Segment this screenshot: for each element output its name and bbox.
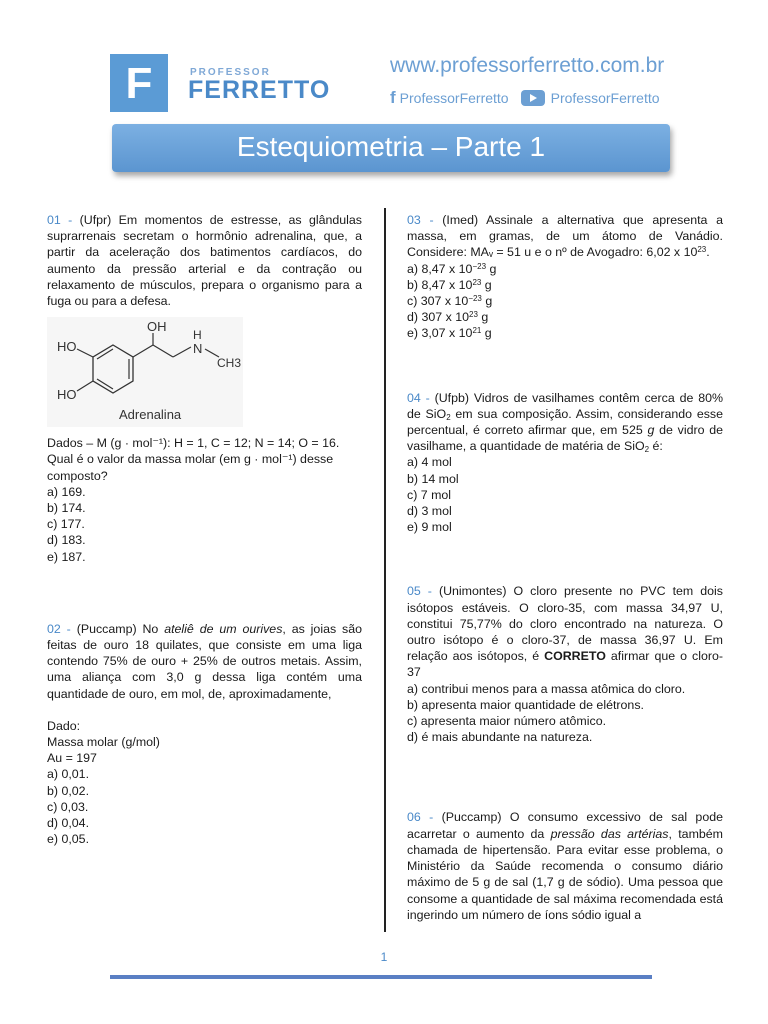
- q03-option-b: b) 8,47 x $10^{23}$ g: [407, 277, 492, 292]
- q03-option-c: c) 307 x $10^{-23}$ g: [407, 294, 493, 309]
- q05-option-c: c) apresenta maior número atômico.: [407, 714, 607, 729]
- question-04-number: 04 -: [407, 390, 430, 405]
- facebook-icon: f: [390, 88, 396, 107]
- q02-option-e: e) 0,05.: [47, 832, 90, 847]
- question-05-text-1: (Unimontes) O cloro presente no PVC tem dois isótopos estáveis. O cloro-35, com massa 34,97 U, constitui 75,77% do cloro encontrado na natureza. O outro isótopo é o cloro-37, de massa 36,97 U. Em relação aos isótopos, é: [407, 584, 723, 664]
- q02-option-d: d) 0,04.: [47, 816, 90, 831]
- question-04-text-2: em sua composição. Assim, considerando esse percentual, é correto afirmar que, em 525: [407, 406, 723, 438]
- question-04-text-1: (Ufpb) Vidros de vasilhames contêm cerca de 80% de SiO: [407, 390, 723, 421]
- question-03-exp: 23: [697, 245, 707, 255]
- fig-oh: OH: [147, 319, 167, 335]
- question-03: [407, 212, 723, 261]
- youtube-handle[interactable]: ProfessorFerretto: [550, 90, 660, 106]
- fig-ho-top: HO: [57, 339, 77, 355]
- question-02-text-b: , as joias são feitas de ouro 18 quilates, que consiste em uma liga contendo 75% de ouro + 25% de outros metais. Assim, uma aliança com 3,0 g dessa liga contém uma quantidade de ouro, em mol, de, aproximadamente,: [47, 621, 363, 701]
- q02-option-c: c) 0,03.: [47, 799, 89, 814]
- q04-option-a: a) 4 mol: [407, 455, 452, 470]
- question-06-number: 06 -: [407, 810, 434, 825]
- fig-label: Adrenalina: [119, 407, 182, 423]
- question-03-end: .: [706, 245, 710, 260]
- question-04-text-3: de vidro de vasilhame, a quantidade de matéria de SiO: [407, 423, 723, 454]
- question-01-number: 01 -: [47, 213, 73, 227]
- q01-option-e: e) 187.: [47, 549, 86, 564]
- question-05: [407, 583, 723, 680]
- question-02-text-a: (Puccamp) No: [76, 621, 159, 636]
- question-06-text-2: , também chamada de hipertensão. Para evitar esse problema, o Ministério da Saúde recomenda o consumo diário máximo de 5 g de sal (1,7 g de sódio). Uma pessoa que consome a quantidade de sal máxima recomendada está ingerindo um número de íons sódio igual a: [407, 826, 723, 922]
- q04-option-d: d) 3 mol: [407, 504, 452, 519]
- question-04-sub-2: 2: [644, 445, 650, 455]
- site-url[interactable]: www.professorferretto.com.br: [390, 54, 665, 77]
- fig-ch3: CH3: [217, 356, 242, 371]
- fig-ho-bottom: HO: [57, 387, 77, 403]
- page-title: Estequiometria – Parte 1: [112, 124, 670, 172]
- question-02-text-em: ateliê de um ourives: [164, 621, 283, 636]
- question-05-number: 05 -: [407, 584, 432, 599]
- fig-h: H: [193, 328, 202, 343]
- q03-option-e: e) 3,07 x $10^{21}$ g: [407, 326, 492, 341]
- question-05-bold: CORRETO: [544, 649, 606, 664]
- q01-option-a: a) 169.: [47, 484, 86, 499]
- q04-option-b: b) 14 mol: [407, 471, 459, 486]
- logo-professor-text: PROFESSOR: [190, 67, 271, 78]
- question-02-number: 02 -: [47, 621, 71, 636]
- q05-option-d: d) é mais abundante na natureza.: [407, 730, 593, 745]
- logo-ferretto-text: FERRETTO: [188, 76, 331, 104]
- question-06: [407, 809, 723, 922]
- q02-dado: Dado:: [47, 718, 81, 733]
- question-06-em: pressão das artérias: [550, 826, 669, 841]
- question-02: [47, 621, 362, 702]
- question-04: [407, 390, 723, 455]
- q01-option-d: d) 183.: [47, 533, 86, 548]
- page-number: 1: [380, 950, 388, 964]
- q02-au: Au = 197: [47, 751, 97, 766]
- question-04-unit: g: [647, 423, 655, 438]
- column-divider: [384, 208, 386, 932]
- question-04-sub-1: 2: [446, 412, 451, 422]
- q05-option-a: a) contribui menos para a massa atômica do cloro.: [407, 681, 686, 696]
- youtube-icon: [521, 90, 545, 106]
- adrenalina-structure: [47, 317, 243, 427]
- question-01: [47, 212, 362, 309]
- q03-option-a: a) 8,47 x $10^{-23}$ g: [407, 261, 497, 276]
- social-links: [390, 88, 660, 108]
- q02-option-b: b) 0,02.: [47, 783, 90, 798]
- question-01-prompt: Qual é o valor da massa molar (em g · mol⁻¹) desse composto?: [47, 452, 334, 483]
- question-05-text-2: afirmar que o cloro-37: [407, 649, 724, 680]
- question-06-text-1: (Puccamp) O consumo excessivo de sal pode acarretar o aumento da: [407, 810, 723, 841]
- question-03-text: (Imed) Assinale a alternativa que apresenta a massa, em gramas, de um átomo de Vanádio. Considere: MAᵥ = 51 u e o nº de Avogadro: 6,02 x 10: [407, 213, 724, 260]
- right-column: [407, 212, 723, 923]
- q04-option-e: e) 9 mol: [407, 520, 452, 535]
- footer-line: [110, 975, 652, 979]
- q01-option-b: b) 174.: [47, 501, 86, 516]
- q05-option-b: b) apresenta maior quantidade de elétrons.: [407, 697, 644, 712]
- logo-mark: F: [110, 54, 168, 112]
- q04-option-c: c) 7 mol: [407, 487, 452, 502]
- question-01-text: (Ufpr) Em momentos de estresse, as glândulas suprarrenais secretam o hormônio adrenalina, que, a partir da aceleração dos batimentos cardíacos, do aumento da pressão arterial e da contração ou relaxamento de músculos, prepara o organismo para a fuga ou para a defesa.: [47, 213, 362, 309]
- facebook-handle[interactable]: ProfessorFerretto: [399, 90, 509, 106]
- left-column: [47, 212, 362, 847]
- question-01-dados: Dados – M (g · mol⁻¹): H = 1, C = 12; N = 14; O = 16.: [47, 436, 340, 451]
- q01-option-c: c) 177.: [47, 517, 85, 532]
- fig-n: N: [193, 341, 203, 357]
- question-03-number: 03 -: [407, 213, 434, 227]
- q03-option-d: d) 307 x $10^{23}$ g: [407, 310, 489, 325]
- question-04-text-4: é:: [649, 439, 663, 454]
- q02-option-a: a) 0,01.: [47, 767, 90, 782]
- q02-massa: Massa molar (g/mol): [47, 735, 160, 750]
